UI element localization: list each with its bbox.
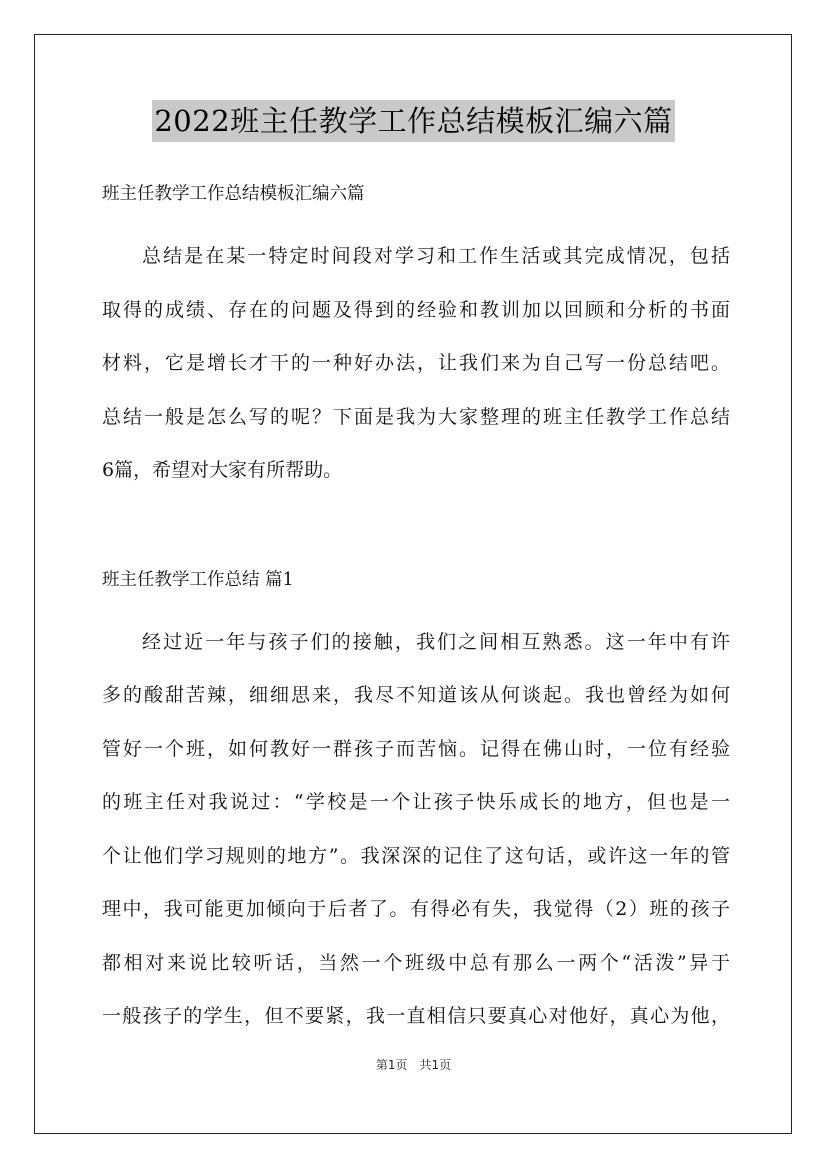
spacer [102,212,730,230]
spacer [102,498,730,562]
section-heading: 班主任教学工作总结 篇1 [102,569,294,590]
title-wrap [0,100,827,142]
paragraph-line: 理中，我可能更加倾向于后者了。有得必有失，我觉得（2）班的孩子 [102,898,730,920]
paragraph-line: 6篇，希望对大家有所帮助。 [102,459,343,481]
paragraph-line: 总结一般是怎么写的呢？下面是我为大家整理的班主任教学工作总结 [102,405,730,428]
paragraph-line: 都相对来说比较听话，当然一个班级中总有那么一两个“活泼”异于 [102,951,730,974]
paragraph-line: 材料，它是增长才干的一种好办法，让我们来为自己写一份总结吧。 [102,352,730,374]
paragraph-line: 取得的成绩、存在的问题及得到的经验和教训加以回顾和分析的书面 [102,298,730,321]
paragraph-line: 的班主任对我说过：“学校是一个让孩子快乐成长的地方，但也是一 [102,791,730,813]
paragraph-line: 经过近一年与孩子们的接触，我们之间相互熟悉。这一年中有许 [142,630,730,653]
paragraph-line: 多的酸甜苦辣，细细思来，我尽不知道该从何谈起。我也曾经为如何 [102,684,730,706]
page-footer: 第1页 共1页 [375,1058,452,1072]
document-title: 2022班主任教学工作总结模板汇编六篇 [152,100,674,142]
paragraph-line: 总结是在某一特定时间段对学习和工作生活或其完成情况，包括 [142,245,730,267]
section-paragraph [102,616,730,1044]
document-subtitle: 班主任教学工作总结模板汇编六篇 [102,184,365,204]
paragraph-line: 一般孩子的学生，但不要紧，我一直相信只要真心对他好，真心为他， [102,1005,730,1027]
document-body [102,176,730,1044]
intro-paragraph [102,230,730,498]
paragraph-line: 个让他们学习规则的地方”。我深深的记住了这句话，或许这一年的管 [102,844,730,867]
spacer [102,598,730,616]
paragraph-line: 管好一个班，如何教好一群孩子而苦恼。记得在佛山时，一位有经验 [102,737,730,760]
